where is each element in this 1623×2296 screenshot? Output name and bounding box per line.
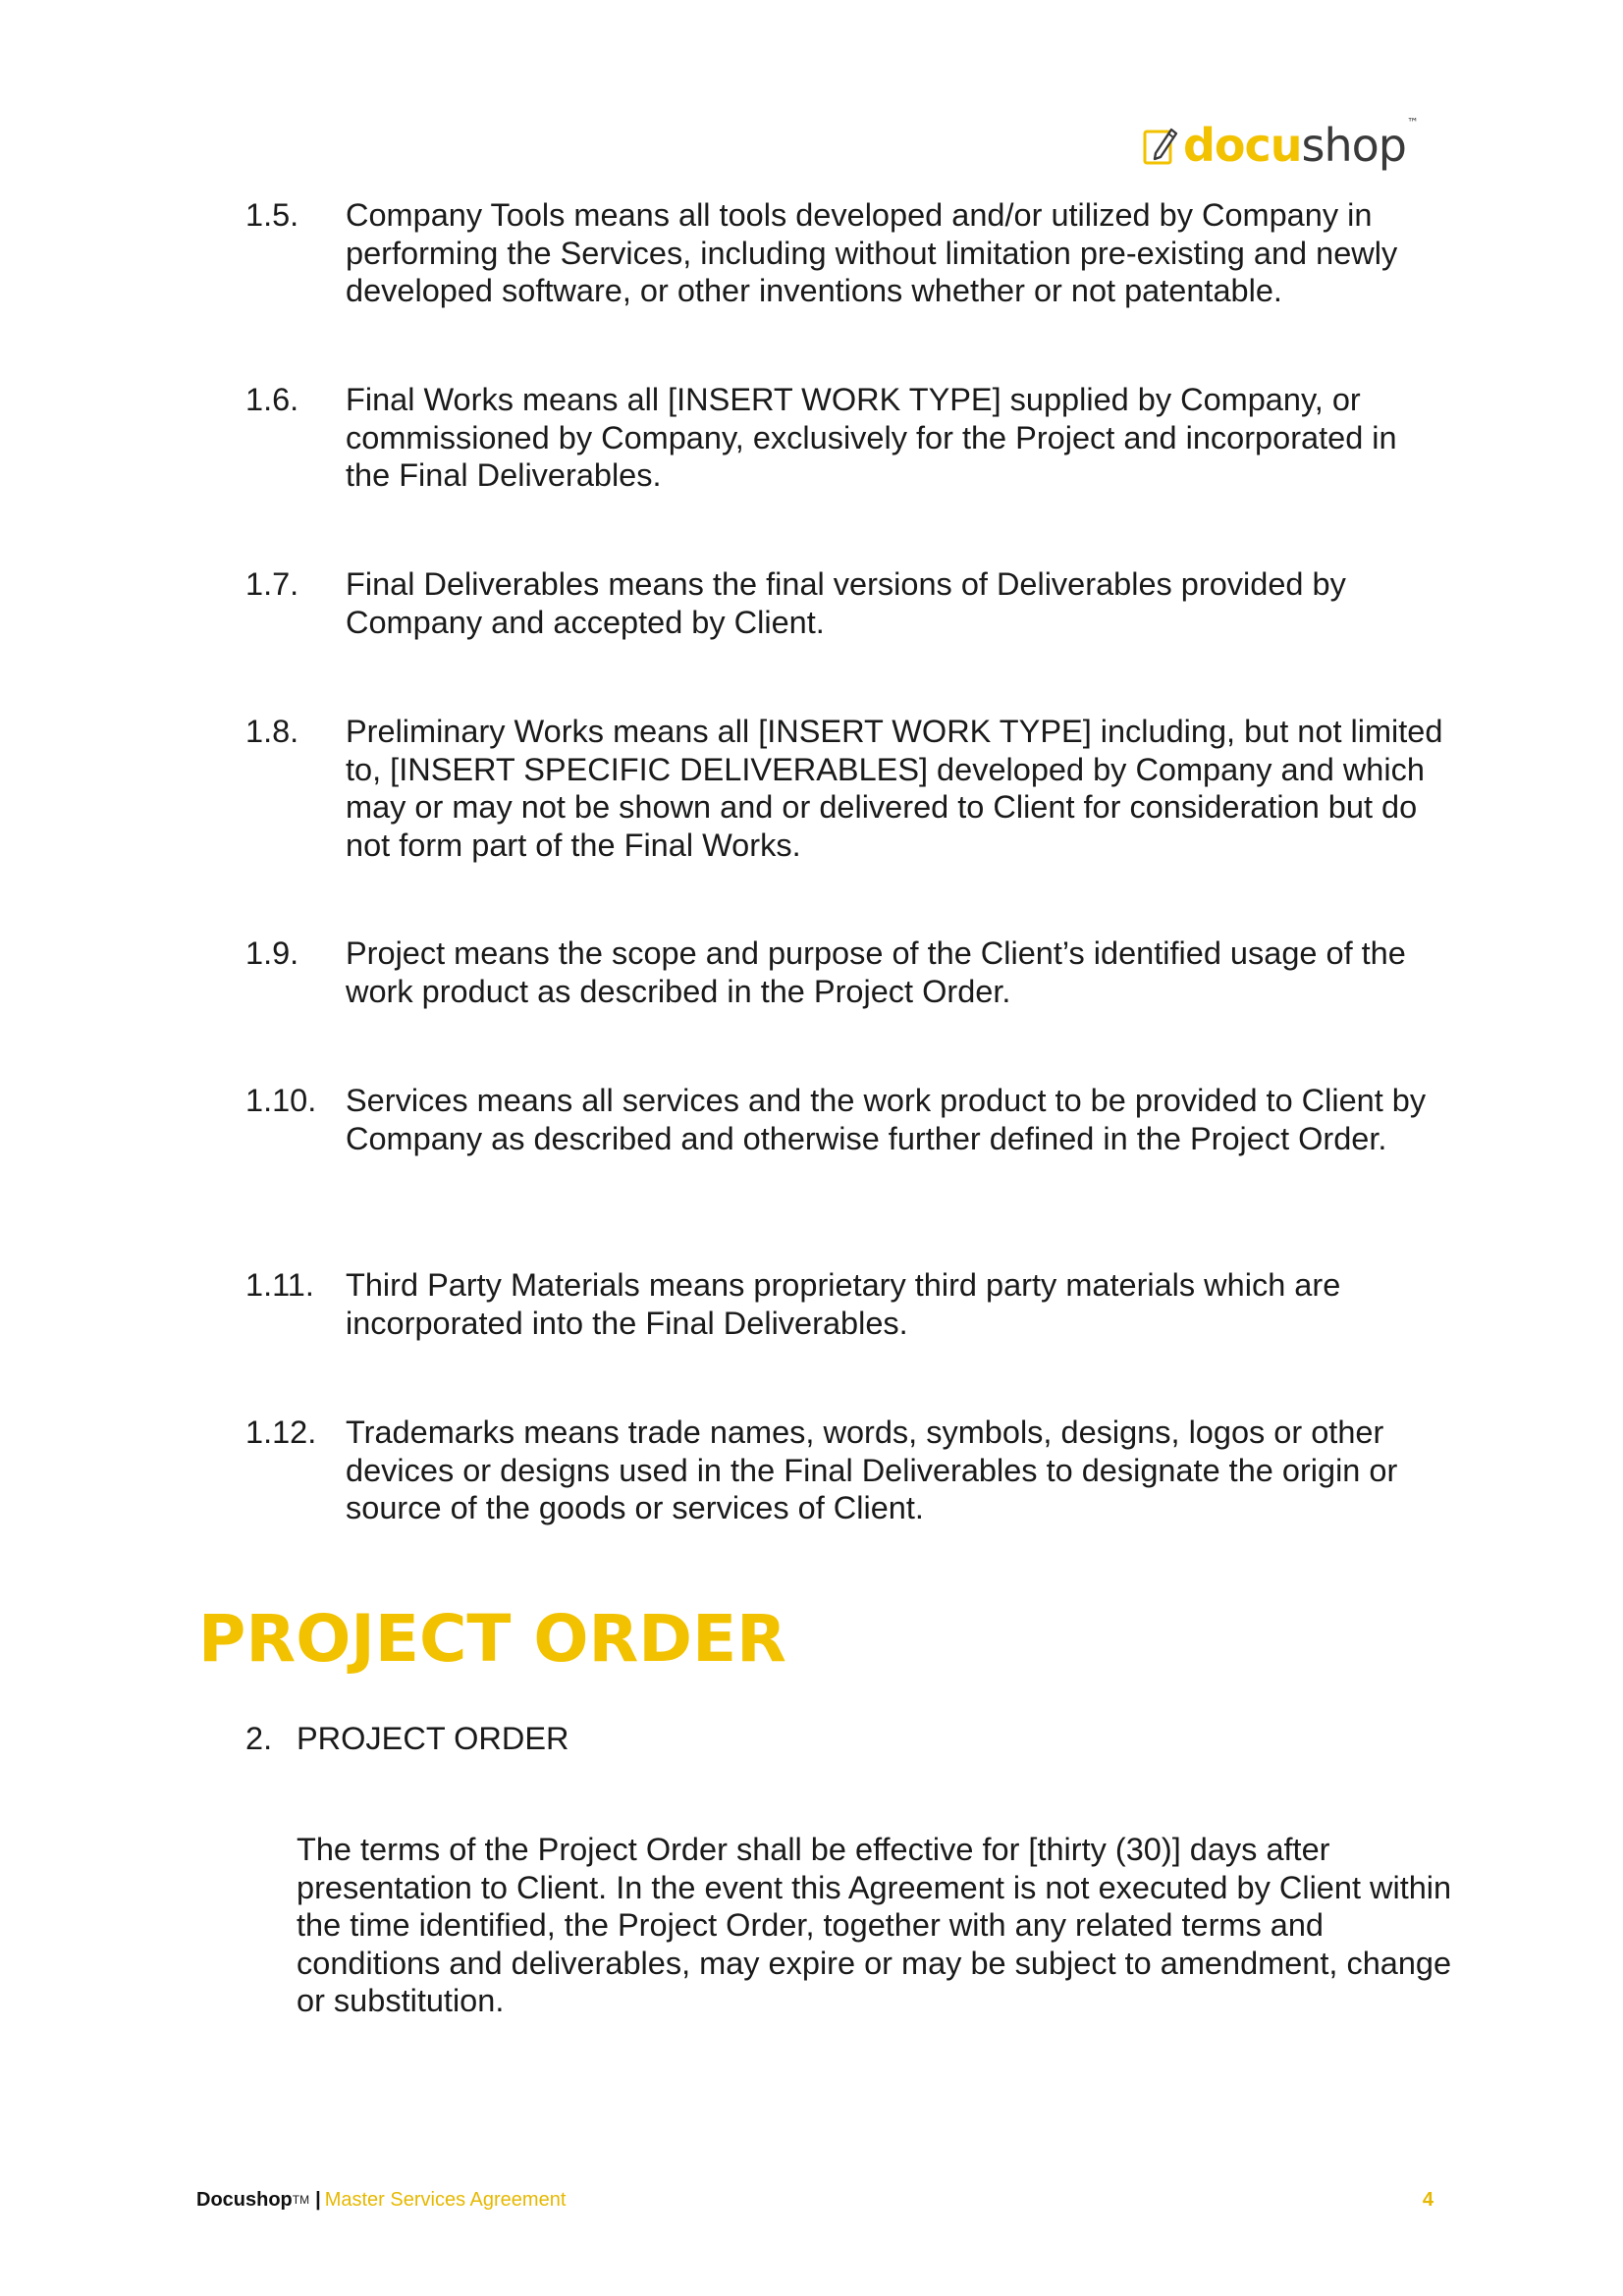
clause-number: 1.6.	[245, 382, 299, 417]
logo-wordmark	[1183, 116, 1419, 172]
document-pencil-icon	[1142, 125, 1179, 166]
clause-text: Final Works means all [INSERT WORK TYPE] supplied by Company, or commissioned by Company, exclusively for the Project and incorporated in the Final Deliverables.	[346, 382, 1397, 493]
clause-text: Company Tools means all tools developed and/or utilized by Company in performing the Services, including without limitation pre-existing and newly developed software, or other inventions whether or not patentable.	[346, 197, 1398, 308]
clause-text: Final Deliverables means the final versions of Deliverables provided by Company and accepted by Client.	[346, 566, 1346, 640]
logo-docu: docu	[1183, 119, 1302, 172]
clause-text: Services means all services and the work product to be provided to Client by Company as described and otherwise further defined in the Project Order.	[346, 1083, 1427, 1156]
clause-number: 1.12.	[245, 1415, 317, 1450]
logo-trademark: ™	[1407, 116, 1419, 130]
clause-text: Third Party Materials means proprietary third party materials which are incorporated into the Final Deliverables.	[346, 1267, 1341, 1341]
footer-separator: |	[315, 2189, 321, 2211]
clause-text: Trademarks means trade names, words, symbols, designs, logos or other devices or designs used in the Final Deliverables to designate the origin or source of the goods or services of Client.	[346, 1415, 1398, 1525]
clause-text: Preliminary Works means all [INSERT WORK TYPE] including, but not limited to, [INSERT SPECIFIC DELIVERABLES] developed by Company and which may or may not be shown and or delivered to Client for consideration but do not form part of the Final Works.	[346, 714, 1443, 863]
clause-number: 1.9.	[245, 935, 299, 971]
subsection-title: PROJECT ORDER	[297, 1721, 569, 1756]
page-number: 4	[1422, 2189, 1434, 2211]
clause-text: Project means the scope and purpose of the Client’s identified usage of the work product as described in the Project Order.	[346, 935, 1406, 1009]
page-footer	[196, 2187, 1434, 2213]
subsection-heading	[245, 1720, 569, 1758]
clause-number: 1.8.	[245, 714, 299, 749]
footer-brand: Docushop	[196, 2189, 293, 2211]
subsection-number: 2.	[245, 1721, 273, 1756]
project-order-paragraph: The terms of the Project Order shall be effective for [thirty (30)] days after presentation to Client. In the event this Agreement is not executed by Client within the time identified, the Project Order, together with any related terms and conditions and deliverables, may expire or may be subject to amendment, change or substitution.	[297, 1832, 1452, 2018]
section-heading: PROJECT ORDER	[198, 1601, 786, 1677]
docushop-logo	[1142, 116, 1418, 175]
footer-document-title: Master Services Agreement	[324, 2189, 567, 2211]
footer-trademark: TM	[292, 2193, 310, 2207]
clause-number: 1.11.	[245, 1267, 314, 1303]
logo-shop: shop	[1301, 119, 1407, 172]
clause-number: 1.7.	[245, 566, 299, 602]
clause-number: 1.10.	[245, 1083, 317, 1118]
clause-number: 1.5.	[245, 197, 299, 233]
